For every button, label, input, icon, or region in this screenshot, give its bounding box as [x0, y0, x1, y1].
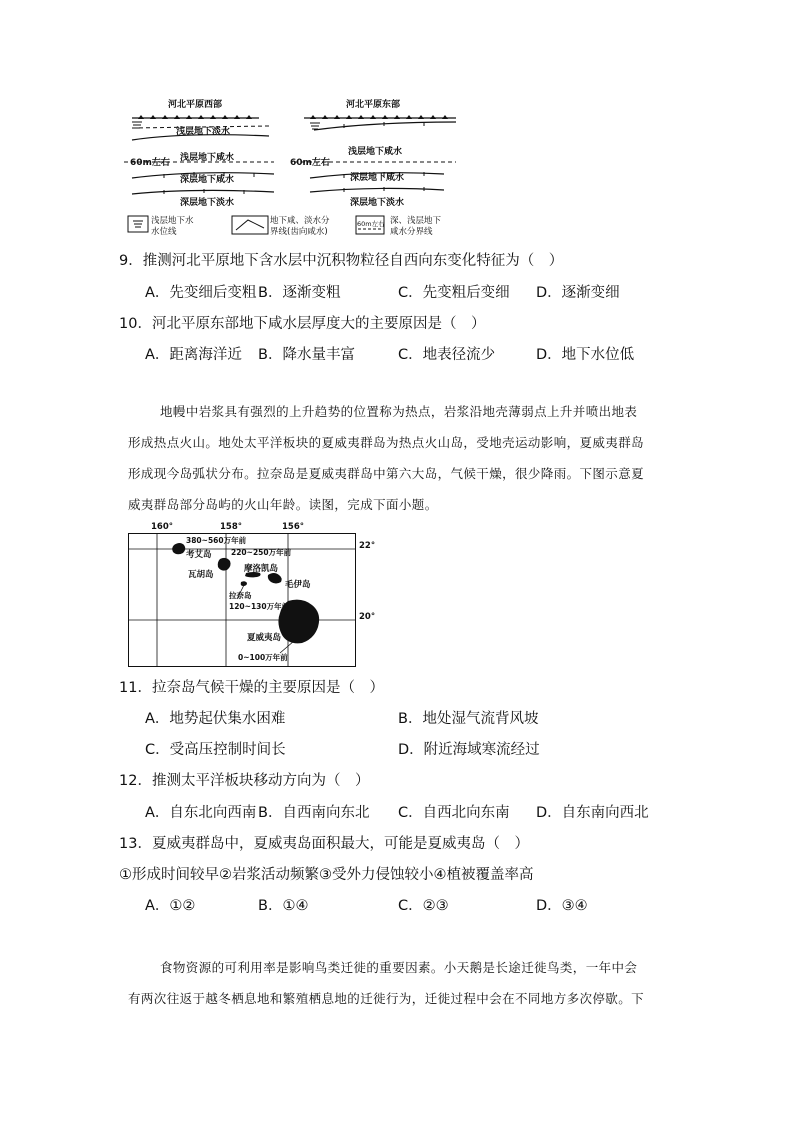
east-shallow-salt-label: 浅层地下咸水 — [348, 147, 403, 157]
latitude-20-label: 20° — [359, 612, 376, 622]
east-deep-fresh-label: 深层地下淡水 — [350, 198, 405, 208]
swan-passage — [128, 952, 688, 1014]
question-11-stem: 11．拉奈岛气候干燥的主要原因是（ ） — [119, 680, 384, 696]
longitude-160-label: 160° — [151, 522, 173, 532]
legend-watertable-line1: 浅层地下水 — [151, 216, 194, 226]
west-shallow-salt-label: 浅层地下咸水 — [180, 153, 235, 163]
east-deep-salt-label: 深层地下咸水 — [350, 173, 405, 183]
hawaii-passage-line-2: 形成热点火山。地处太平洋板块的夏威夷群岛为热点火山岛，受地壳运动影响，夏威夷群岛 — [128, 435, 645, 450]
lanai-label: 拉奈岛 — [229, 591, 252, 600]
west-deep-salt-label: 深层地下咸水 — [180, 175, 235, 185]
question-10-option-a[interactable]: A．距离海洋近 — [145, 347, 242, 363]
kauai-age-label: 380~560万年前 — [186, 536, 247, 545]
west-depth-label: 60m左右 — [130, 158, 170, 168]
question-12-option-a[interactable]: A．自东北向西南 — [145, 805, 257, 821]
question-11-option-a[interactable]: A．地势起伏集水困难 — [145, 711, 286, 727]
east-panel-title: 河北平原东部 — [346, 100, 401, 110]
question-12-option-b[interactable]: B．自西南向东北 — [258, 805, 370, 821]
hawaii-passage-line-3: 形成现今岛弧状分布。拉奈岛是夏威夷群岛中第六大岛，气候干燥，很少降雨。下图示意夏 — [128, 466, 645, 481]
west-panel-title: 河北平原西部 — [168, 100, 223, 110]
question-9-option-c[interactable]: C．先变粗后变细 — [398, 285, 510, 301]
question-11-option-b[interactable]: B．地处湿气流背风坡 — [398, 711, 539, 727]
question-9-stem: 9．推测河北平原地下含水层中沉积物粒径自西向东变化特征为（ ） — [119, 253, 564, 269]
maui-label: 毛伊岛 — [285, 580, 311, 590]
question-9-option-d[interactable]: D．逐渐变细 — [536, 285, 620, 301]
question-13-option-d[interactable]: D．③④ — [536, 898, 588, 914]
lanai-age-label: 120~130万年前 — [229, 602, 290, 611]
question-13-option-b[interactable]: B．①④ — [258, 898, 309, 914]
question-10-option-b[interactable]: B．降水量丰富 — [258, 347, 355, 363]
legend-watertable — [151, 216, 194, 238]
hawaii-passage-line-4: 威夷群岛部分岛屿的火山年龄。读图，完成下面小题。 — [128, 497, 438, 512]
question-11-option-c[interactable]: C．受高压控制时间长 — [145, 742, 286, 758]
molokai-label: 摩洛凯岛 — [244, 564, 279, 574]
swan-passage-line-2: 有两次往返于越冬栖息地和繁殖栖息地的迁徙行为，迁徙过程中会在不同地方多次停歇。下 — [128, 991, 645, 1006]
hawaii-passage — [128, 396, 688, 520]
west-shallow-fresh-label: 浅层地下淡水 — [176, 127, 231, 137]
kauai-label: 考艾岛 — [186, 550, 212, 560]
hawaii-passage-line-1: 地幔中岩浆具有强烈的上升趋势的位置称为热点，岩浆沿地壳薄弱点上升并喷出地表 — [160, 404, 638, 419]
west-deep-fresh-label: 深层地下淡水 — [180, 198, 235, 208]
legend-depth-boundary — [390, 216, 441, 238]
question-13-option-c[interactable]: C．②③ — [398, 898, 449, 914]
swan-passage-line-1: 食物资源的可利用率是影响鸟类迁徙的重要因素。小天鹅是长途迁徙鸟类，一年中会 — [160, 960, 638, 975]
hawaii-island-label: 夏威夷岛 — [247, 633, 282, 643]
molokai-age-label: 220~250万年前 — [231, 548, 292, 557]
legend-salt-fresh-boundary — [270, 216, 330, 238]
legend-depth-line2: 咸水分界线 — [390, 227, 433, 237]
legend-boundary-line1: 地下咸、淡水分 — [270, 216, 330, 226]
latitude-22-label: 22° — [359, 541, 376, 551]
legend-watertable-line2: 水位线 — [151, 227, 177, 237]
question-10-option-d[interactable]: D．地下水位低 — [536, 347, 635, 363]
hawaii-age-label: 0~100万年前 — [238, 653, 288, 662]
legend-depth-symbol-text: 60m左右 — [357, 220, 385, 228]
longitude-156-label: 156° — [282, 522, 304, 532]
oahu-label: 瓦胡岛 — [188, 570, 214, 580]
question-13-stem: 13．夏威夷群岛中，夏威夷岛面积最大，可能是夏威夷岛（ ） — [119, 836, 529, 852]
east-depth-label: 60m左右 — [290, 158, 330, 168]
question-11-option-d[interactable]: D．附近海域寒流经过 — [398, 742, 540, 758]
question-9-option-a[interactable]: A．先变细后变粗 — [145, 285, 257, 301]
question-12-stem: 12．推测太平洋板块移动方向为（ ） — [119, 773, 370, 789]
longitude-158-label: 158° — [220, 522, 242, 532]
question-13-statements: ①形成时间较早②岩浆活动频繁③受外力侵蚀较小④植被覆盖率高 — [119, 867, 534, 883]
legend-boundary-line2: 界线(齿向咸水) — [270, 227, 328, 237]
question-13-option-a[interactable]: A．①② — [145, 898, 196, 914]
question-12-option-d[interactable]: D．自东南向西北 — [536, 805, 649, 821]
question-12-option-c[interactable]: C．自西北向东南 — [398, 805, 510, 821]
question-10-stem: 10．河北平原东部地下咸水层厚度大的主要原因是（ ） — [119, 316, 486, 332]
question-9-option-b[interactable]: B．逐渐变粗 — [258, 285, 341, 301]
legend-depth-line1: 深、浅层地下 — [390, 216, 442, 226]
question-10-option-c[interactable]: C．地表径流少 — [398, 347, 496, 363]
